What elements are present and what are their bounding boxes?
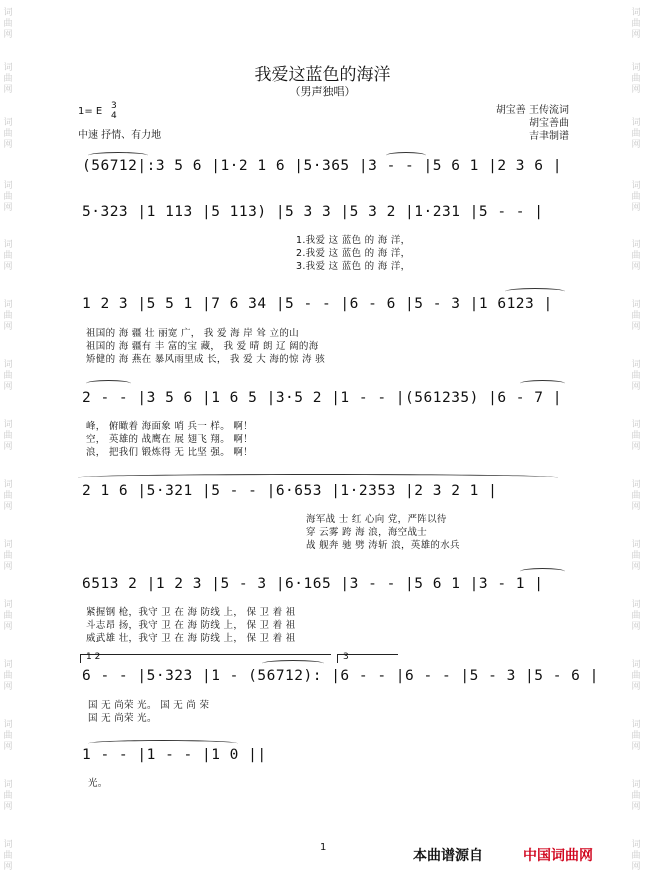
watermark-left-7: 词曲网 xyxy=(3,360,13,392)
watermark-left-14: 词曲网 xyxy=(3,780,13,812)
watermark-right-13: 词曲网 xyxy=(631,720,641,752)
lyrics-line: 光。 xyxy=(88,778,108,789)
lyrics-line: 海军战 士 红 心向 党，严阵以待 xyxy=(306,514,447,525)
slur-mark xyxy=(505,288,565,295)
song-subtitle: （男声独唱） xyxy=(289,85,356,98)
watermark-left-4: 词曲网 xyxy=(3,181,13,213)
song-title: 我爱这蓝色的海洋 xyxy=(254,65,391,85)
watermark-right-7: 词曲网 xyxy=(631,360,641,392)
lyrics-line: 2.我爱 这 蓝色 的 海 洋， xyxy=(296,248,411,259)
score-system-3: 1 2 3 |5 5 1 |7 6 34 |5 - - |6 - 6 |5 - 3 |1 6123 | xyxy=(82,296,553,312)
watermark-left-10: 词曲网 xyxy=(3,540,13,572)
lyrics-line: 3.我爱 这 蓝色 的 海 洋， xyxy=(296,261,411,272)
score-system-6: 6513 2 |1 2 3 |5 - 3 |6·165 |3 - - |5 6 1 |3 - 1 | xyxy=(82,576,544,592)
watermark-left-1: 词曲网 xyxy=(3,8,13,40)
lyrics-line: 祖国的 海 疆 壮 丽宽 广， 我 爱 海 岸 耸 立的山 xyxy=(86,328,299,339)
key-signature: 1= E xyxy=(78,106,103,117)
lyrics-line: 空， 英雄的 战鹰在 展 翅飞 翔。 啊！ xyxy=(86,434,253,445)
watermark-right-2: 词曲网 xyxy=(631,63,641,95)
watermark-left-15: 词曲网 xyxy=(3,840,13,872)
slur-mark xyxy=(88,740,238,747)
watermark-right-10: 词曲网 xyxy=(631,540,641,572)
source-label: 本曲谱源自 xyxy=(413,848,483,864)
time-signature-bottom: 4 xyxy=(111,111,117,121)
lyrics-line: 1.我爱 这 蓝色 的 海 洋， xyxy=(296,235,411,246)
lyrics-line: 国 无 尚荣 光。 xyxy=(88,713,157,724)
score-system-1: (56712|:3 5 6 |1·2 1 6 |5·365 |3 - - |5 6 1 |2 3 6 | xyxy=(82,158,562,174)
watermark-left-6: 词曲网 xyxy=(3,300,13,332)
watermark-right-1: 词曲网 xyxy=(631,8,641,40)
tempo-marking: 中速 抒情、有力地 xyxy=(78,130,162,141)
watermark-left-11: 词曲网 xyxy=(3,600,13,632)
watermark-left-9: 词曲网 xyxy=(3,480,13,512)
slur-mark xyxy=(520,380,565,387)
watermark-right-14: 词曲网 xyxy=(631,780,641,812)
page-number: 1 xyxy=(320,842,327,853)
watermark-right-3: 词曲网 xyxy=(631,118,641,150)
score-system-4: 2 - - |3 5 6 |1 6 5 |3·5 2 |1 - - |(561235) |6 - 7 | xyxy=(82,390,562,406)
source-site-link[interactable]: 中国词曲网 xyxy=(523,848,593,864)
score-system-7: 6 - - |5·323 |1 - (56712): |6 - - |6 - - |5 - 3 |5 - 6 | xyxy=(82,668,599,684)
watermark-right-8: 词曲网 xyxy=(631,420,641,452)
lyrics-line: 矫健的 海 燕在 暴风雨里成 长， 我 爱 大 海的惊 涛 骇 xyxy=(86,354,325,365)
watermark-left-12: 词曲网 xyxy=(3,660,13,692)
watermark-right-11: 词曲网 xyxy=(631,600,641,632)
watermark-right-5: 词曲网 xyxy=(631,240,641,272)
slur-mark xyxy=(78,474,558,481)
composer-credit: 胡宝善曲 xyxy=(529,118,569,129)
lyrics-line: 祖国的 海 疆有 丰 富的宝 藏， 我 爱 晴 朗 辽 阔的海 xyxy=(86,341,319,352)
score-system-5: 2 1 6 |5·321 |5 - - |6·653 |1·2353 |2 3 2 1 | xyxy=(82,483,498,499)
watermark-right-9: 词曲网 xyxy=(631,480,641,512)
transcriber-credit: 吉聿制谱 xyxy=(529,131,569,142)
slur-mark xyxy=(86,380,131,387)
watermark-left-2: 词曲网 xyxy=(3,63,13,95)
watermark-right-12: 词曲网 xyxy=(631,660,641,692)
watermark-left-5: 词曲网 xyxy=(3,240,13,272)
score-system-8: 1 - - |1 - - |1 0 || xyxy=(82,747,267,763)
time-signature-top: 3 xyxy=(111,101,117,111)
watermark-right-6: 词曲网 xyxy=(631,300,641,332)
score-system-2: 5·323 |1 113 |5 113) |5 3 3 |5 3 2 |1·231 |5 - - | xyxy=(82,204,544,220)
slur-mark xyxy=(520,568,565,575)
watermark-right-15: 词曲网 xyxy=(631,840,641,872)
watermark-left-3: 词曲网 xyxy=(3,118,13,150)
lyrics-line: 战 舰奔 驰 劈 涛斩 浪，英雄的水兵 xyxy=(306,540,460,551)
lyrics-line: 威武雄 壮，我守 卫 在 海 防线 上， 保 卫 着 祖 xyxy=(86,633,296,644)
watermark-left-8: 词曲网 xyxy=(3,420,13,452)
lyrics-line: 紧握钢 枪，我守 卫 在 海 防线 上， 保 卫 着 祖 xyxy=(86,607,296,618)
lyrics-line: 国 无 尚荣 光。 国 无 尚 荣 xyxy=(88,700,210,711)
slur-mark xyxy=(262,660,324,667)
lyrics-line: 斗志昂 扬，我守 卫 在 海 防线 上， 保 卫 着 祖 xyxy=(86,620,296,631)
volta-label-2: 3 xyxy=(343,652,349,662)
lyrics-line: 浪， 把我们 锻炼得 无 比坚 强。 啊！ xyxy=(86,447,253,458)
lyricist-credit: 胡宝善 王传流词 xyxy=(495,105,569,116)
watermark-left-13: 词曲网 xyxy=(3,720,13,752)
volta-label-1: 1 2 xyxy=(86,652,101,662)
watermark-right-4: 词曲网 xyxy=(631,181,641,213)
lyrics-line: 穿 云雾 跨 海 浪，海空战士 xyxy=(306,527,428,538)
lyrics-line: 峰， 俯瞰着 海面象 哨 兵一 样。 啊！ xyxy=(86,421,253,432)
